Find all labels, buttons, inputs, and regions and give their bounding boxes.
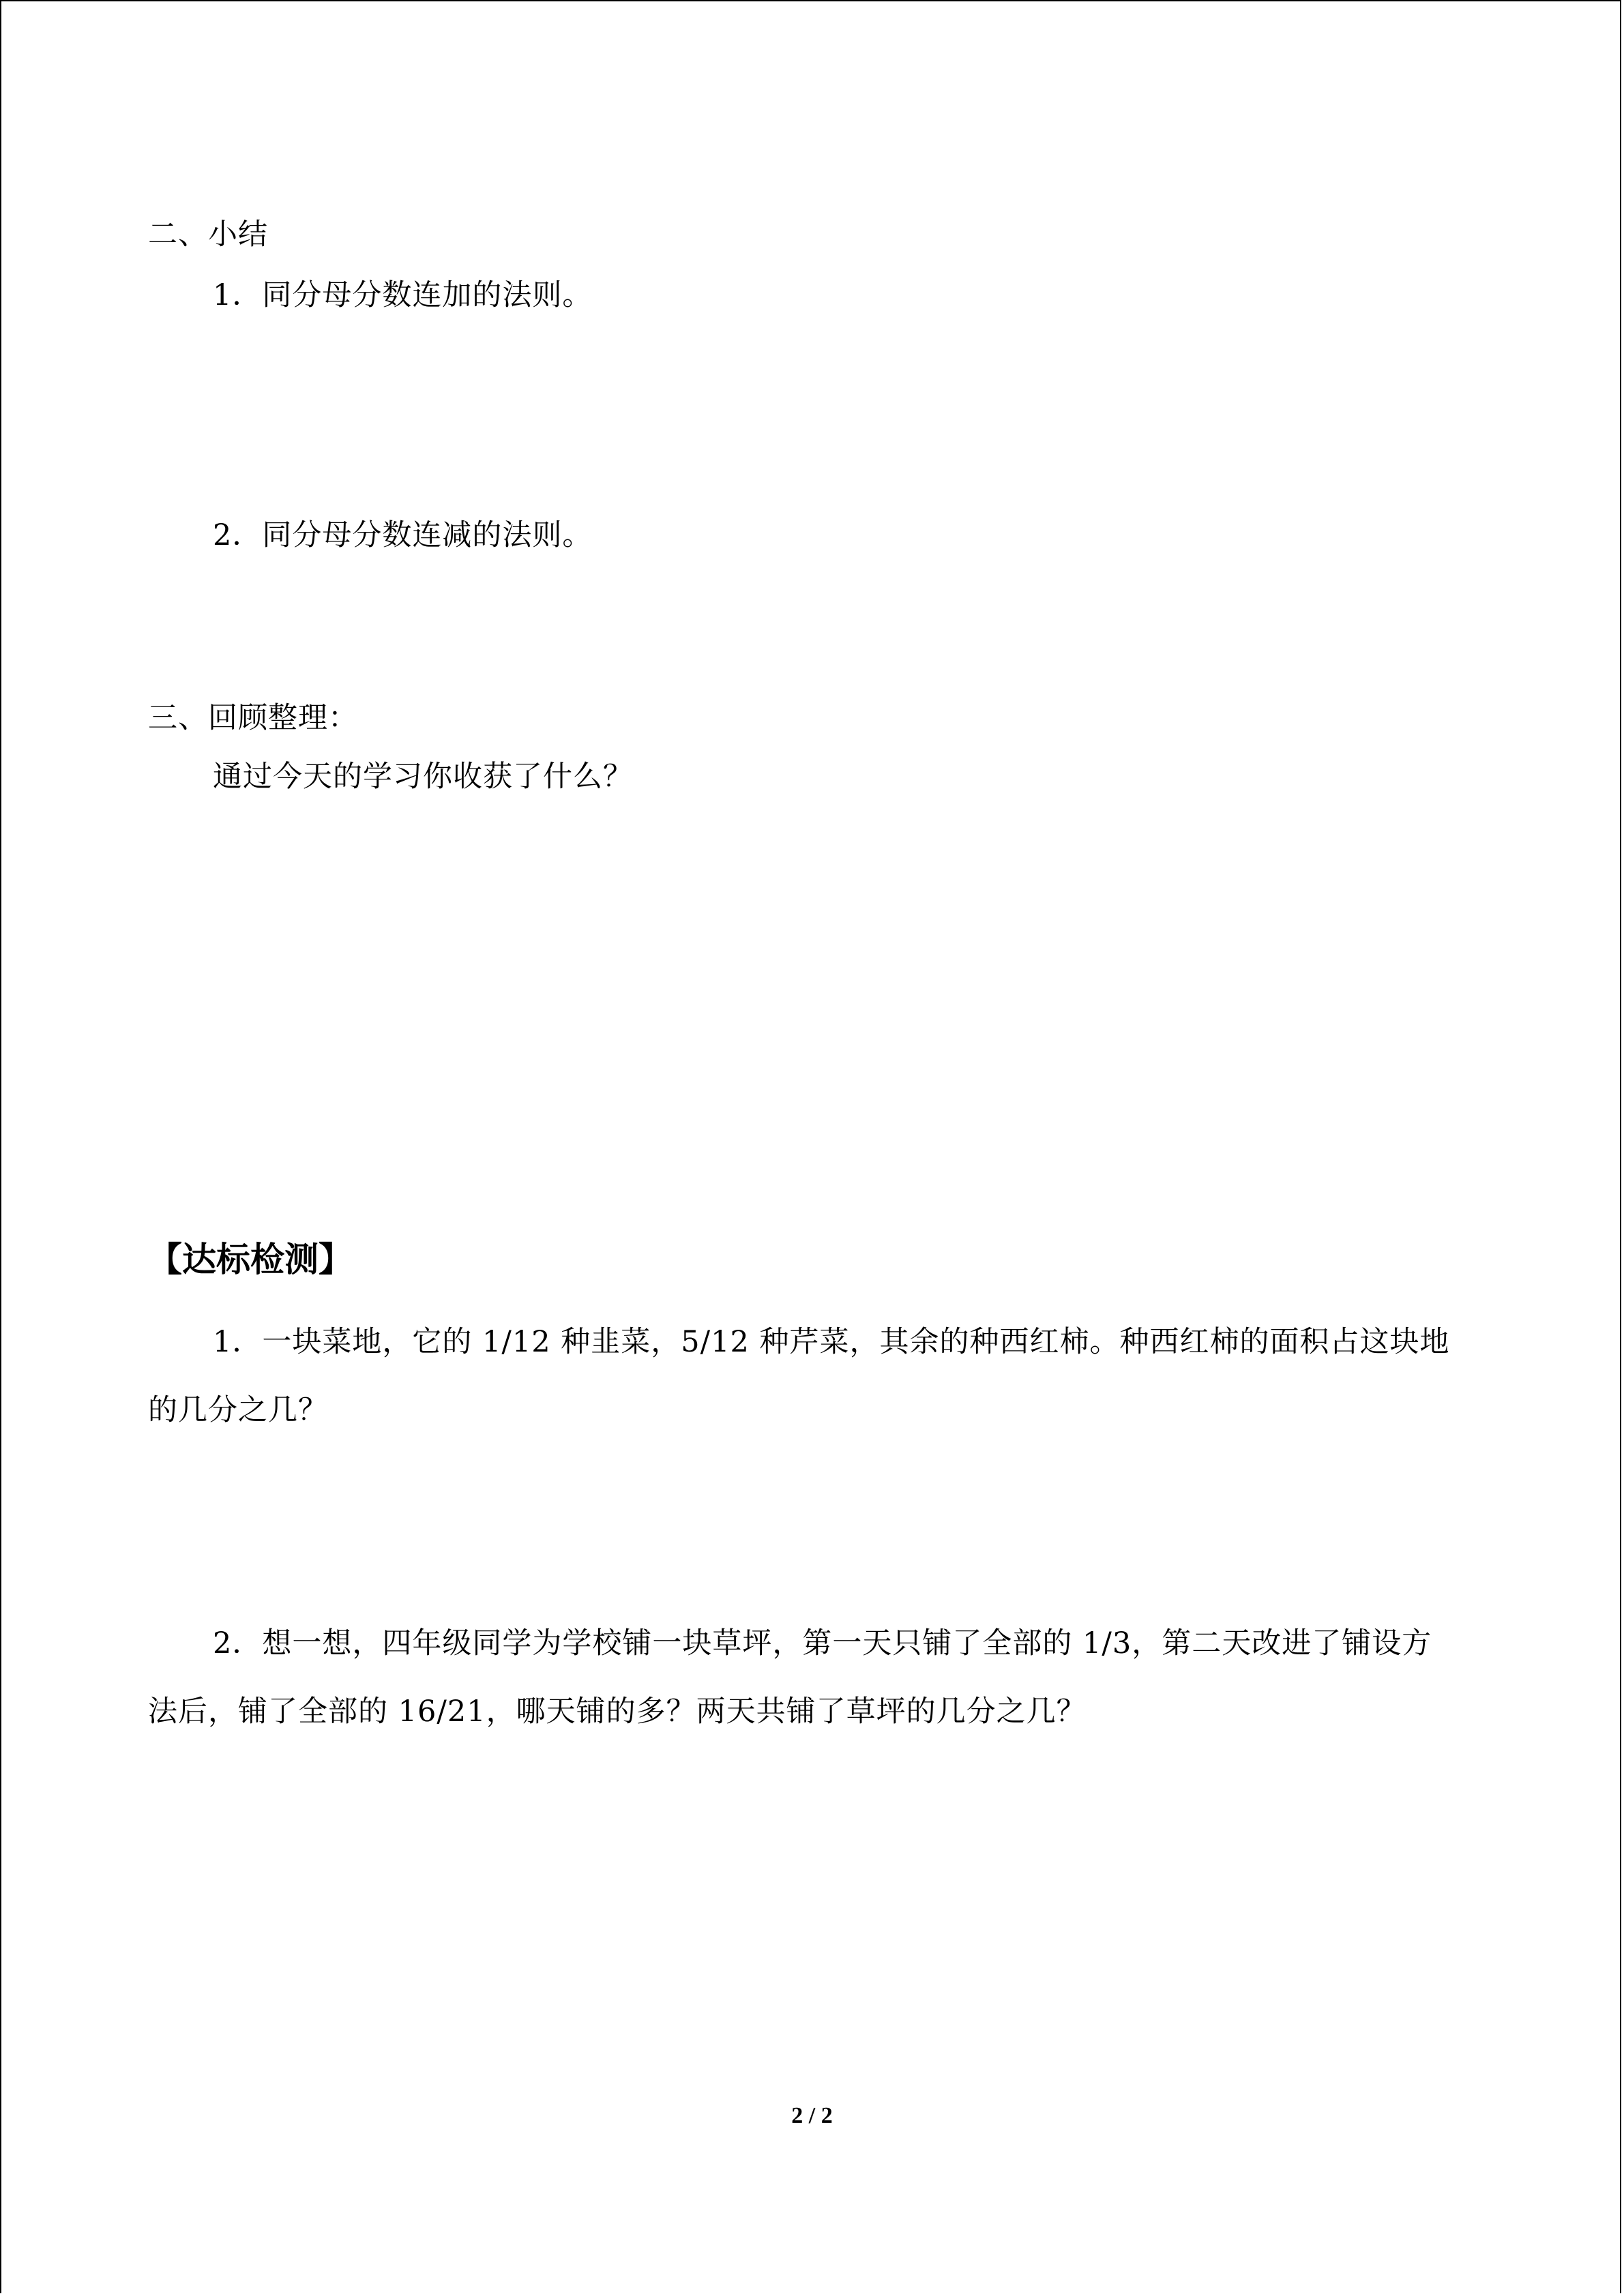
review-question: 通过今天的学习你收获了什么？ [213, 760, 633, 794]
test-question-2: 2．想一想，四年级同学为学校铺一块草坪，第一天只铺了全部的 1/3，第二天改进了铺设方法后，铺了全部的 16/21，哪天铺的多？两天共铺了草坪的几分之几？ [148, 1626, 1432, 1729]
test-question-1: 1．一块菜地，它的 1/12 种韭菜，5/12 种芹菜，其余的种西红柿。种西红柿的面积占这块地的几分之几？ [148, 1325, 1450, 1427]
summary-item-2: 2．同分母分数连减的法则。 [213, 518, 593, 552]
review-heading: 三、回顾整理： [148, 701, 358, 735]
summary-heading: 二、小结 [148, 218, 268, 252]
page-number: 2 / 2 [791, 2103, 833, 2128]
summary-item-1: 1．同分母分数连加的法则。 [213, 278, 593, 312]
test-heading: 【达标检测】 [148, 1240, 353, 1279]
